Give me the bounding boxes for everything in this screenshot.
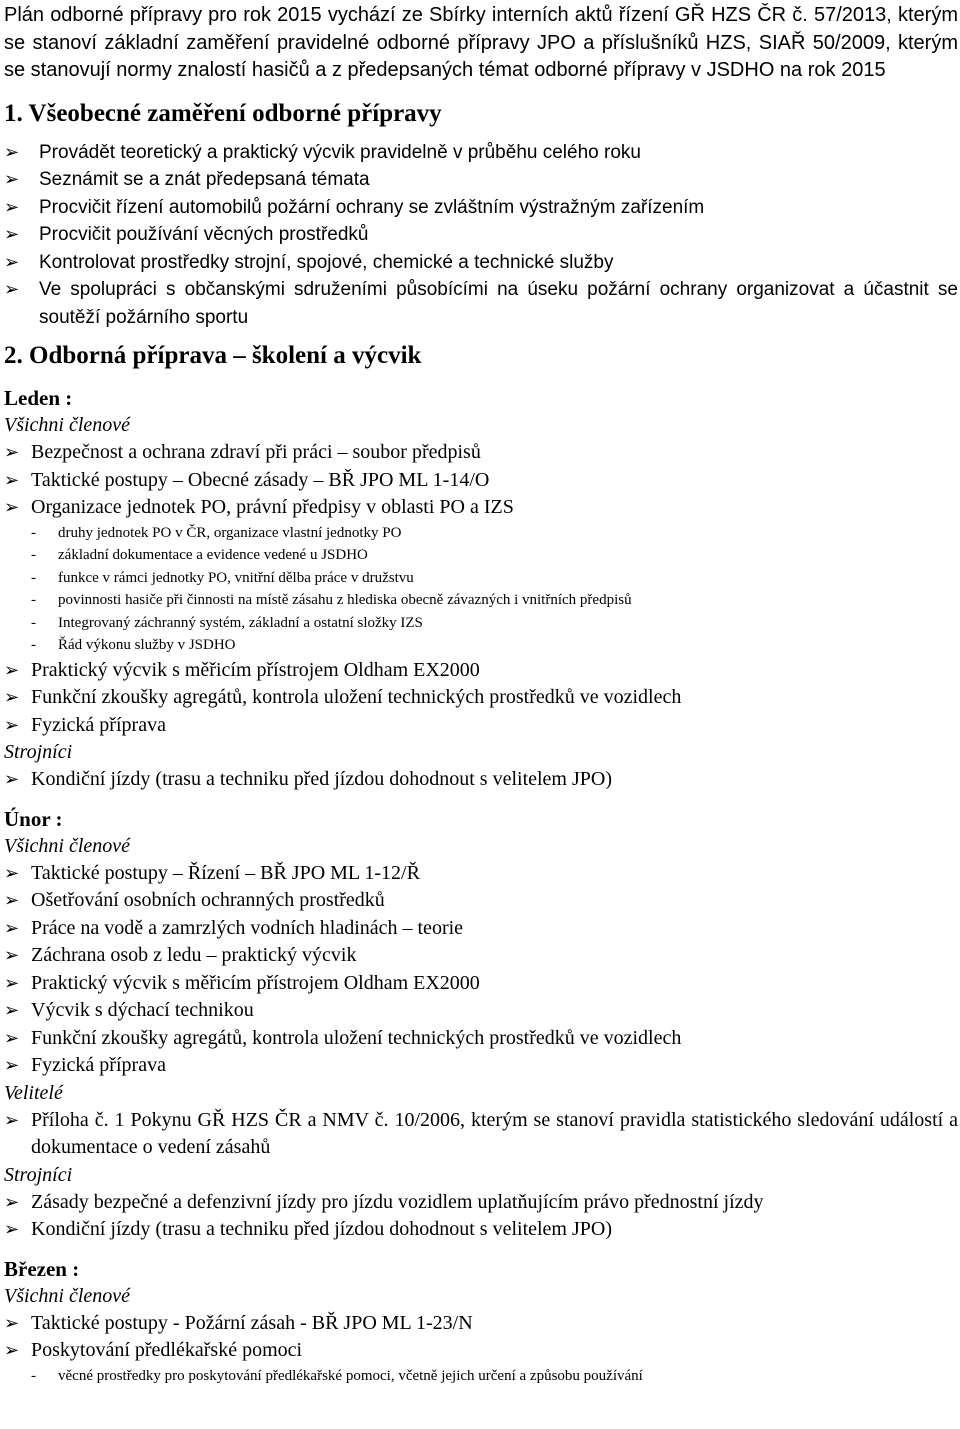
month-heading-march: Březen : [4, 1256, 80, 1281]
list-item: ➢ Praktický výcvik s měřicím přístrojem Oldham EX2000 [4, 657, 958, 685]
january-drivers-list [4, 766, 958, 794]
february-drivers-list [4, 1189, 958, 1244]
document-page [4, 2, 958, 1387]
dash-bullet: - [31, 524, 36, 541]
dash-bullet: - [31, 592, 36, 608]
sublist-item: - povinnosti hasiče při činnosti na místě zásahu z hlediska obecně závazných i vnitřních předpisů [4, 589, 958, 612]
dash-bullet: - [31, 569, 36, 586]
arrow-bullet-icon: ➢ [4, 945, 20, 966]
arrow-bullet-icon: ➢ [4, 279, 20, 300]
list-item: ➢ Fyzická příprava [4, 1052, 958, 1080]
group-label-all-members: Všichni členové [4, 834, 131, 857]
march-all-members-list [4, 1310, 958, 1365]
group-label-all-members: Všichni členové [4, 414, 131, 436]
list-item: ➢ Funkční zkoušky agregátů, kontrola uložení technických prostředků ve vozidlech [4, 1025, 958, 1053]
list-item: ➢ Organizace jednotek PO, právní předpisy v oblasti PO a IZS [4, 494, 958, 522]
dash-bullet: - [31, 614, 36, 631]
list-item: ➢ Fyzická příprava [4, 712, 958, 740]
intro-paragraph: Plán odborné přípravy pro rok 2015 vychází ze Sbírky interních aktů řízení GŘ HZS ČR č. 57/2013, kterým se stanoví základní zaměření pravidelné odborné přípravy JPO a příslušníků HZS, SIAŘ 50/2009, kterým se stanovují normy znalostí hasičů a z předepsaných témat odborné přípravy v JSDHO na rok 2015 [4, 4, 958, 81]
general-focus-list [4, 139, 958, 332]
arrow-bullet-icon: ➢ [4, 1340, 20, 1361]
group-label-all-members: Všichni členové [4, 1284, 131, 1307]
dash-bullet: - [31, 637, 36, 653]
arrow-bullet-icon: ➢ [4, 251, 20, 273]
march-first-aid-sublist [4, 1365, 958, 1388]
list-item: ➢ Poskytování předlékařské pomoci [4, 1337, 958, 1365]
february-all-members-list [4, 860, 958, 1080]
sublist-item: - Integrovaný záchranný systém, základní a ostatní složky IZS [4, 612, 958, 635]
arrow-bullet-icon: ➢ [4, 714, 20, 736]
arrow-bullet-icon: ➢ [4, 442, 20, 463]
sublist-item: - druhy jednotek PO v ČR, organizace vlastní jednotky PO [4, 522, 958, 545]
list-item: ➢ Bezpečnost a ochrana zdraví při práci – soubor předpisů [4, 439, 958, 467]
arrow-bullet-icon: ➢ [4, 224, 20, 245]
dash-bullet: - [31, 547, 36, 563]
arrow-bullet-icon: ➢ [4, 1191, 20, 1213]
january-all-members-list [4, 439, 958, 522]
list-item: ➢ Záchrana osob z ledu – praktický výcvik [4, 942, 958, 970]
group-label-commanders: Velitelé [4, 1081, 63, 1104]
arrow-bullet-icon: ➢ [4, 1055, 20, 1076]
list-item: ➢ Seznámit se a znát předepsaná témata [4, 166, 958, 194]
sublist-item: - základní dokumentace a evidence vedené u JSDHO [4, 544, 958, 567]
list-item: ➢ Práce na vodě a zamrzlých vodních hladinách – teorie [4, 915, 958, 943]
arrow-bullet-icon: ➢ [4, 769, 20, 790]
january-organization-sublist [4, 522, 958, 657]
month-heading-january: Leden : [4, 386, 73, 410]
arrow-bullet-icon: ➢ [4, 917, 20, 939]
sublist-item: - funkce v rámci jednotky PO, vnitřní dělba práce v družstvu [4, 567, 958, 590]
arrow-bullet-icon: ➢ [4, 1312, 20, 1334]
list-item: ➢ Kondiční jízdy (trasu a techniku před jízdou dohodnout s velitelem JPO) [4, 766, 958, 794]
group-label-drivers: Strojníci [4, 741, 73, 763]
arrow-bullet-icon: ➢ [4, 469, 20, 491]
dash-bullet: - [31, 1367, 36, 1384]
sublist-item: - věcné prostředky pro poskytování předlékařské pomoci, včetně jejich určení a způsobu používání [4, 1365, 958, 1388]
arrow-bullet-icon: ➢ [4, 890, 20, 911]
group-label-drivers: Strojníci [4, 1163, 73, 1186]
list-item: ➢ Praktický výcvik s měřicím přístrojem Oldham EX2000 [4, 970, 958, 998]
arrow-bullet-icon: ➢ [4, 972, 20, 994]
list-item: ➢ Ošetřování osobních ochranných prostředků [4, 887, 958, 915]
list-item: ➢ Funkční zkoušky agregátů, kontrola uložení technických prostředků ve vozidlech [4, 684, 958, 712]
list-item: ➢ Výcvik s dýchací technikou [4, 997, 958, 1025]
arrow-bullet-icon: ➢ [4, 862, 20, 884]
list-item: ➢ Kontrolovat prostředky strojní, spojové, chemické a technické služby [4, 249, 958, 277]
february-commanders-list [4, 1107, 958, 1162]
arrow-bullet-icon: ➢ [4, 1219, 20, 1240]
list-item: ➢ Příloha č. 1 Pokynu GŘ HZS ČR a NMV č. 10/2006, kterým se stanoví pravidla statistického sledování událostí a dokumentace o vedení zásahů [4, 1108, 958, 1158]
sublist-item: - Řád výkonu služby v JSDHO [4, 634, 958, 657]
list-item: ➢ Procvičit používání věcných prostředků [4, 221, 958, 249]
list-item: ➢ Procvičit řízení automobilů požární ochrany se zvláštním výstražným zařízením [4, 194, 958, 222]
arrow-bullet-icon: ➢ [4, 1109, 20, 1131]
arrow-bullet-icon: ➢ [4, 1027, 20, 1049]
list-item: ➢ Kondiční jízdy (trasu a techniku před jízdou dohodnout s velitelem JPO) [4, 1216, 958, 1244]
january-all-members-list-continued [4, 657, 958, 740]
arrow-bullet-icon: ➢ [4, 687, 20, 708]
section-heading-training: 2. Odborná příprava – školení a výcvik [4, 342, 422, 369]
arrow-bullet-icon: ➢ [4, 141, 20, 163]
list-item: ➢ Taktické postupy - Požární zásah - BŘ JPO ML 1-23/N [4, 1310, 958, 1338]
arrow-bullet-icon: ➢ [4, 1000, 20, 1021]
section-heading-general: 1. Všeobecné zaměření odborné přípravy [4, 99, 442, 127]
arrow-bullet-icon: ➢ [4, 196, 20, 218]
arrow-bullet-icon: ➢ [4, 169, 20, 190]
list-item: ➢ Ve spolupráci s občanskými sdruženími působícími na úseku požární ochrany organizovat a účastnit se soutěží požárního sportu [4, 276, 958, 331]
list-item: ➢ Zásady bezpečné a defenzivní jízdy pro jízdu vozidlem uplatňujícím právo přednostní jízdy [4, 1189, 958, 1217]
arrow-bullet-icon: ➢ [4, 659, 20, 681]
list-item: ➢ Taktické postupy – Obecné zásady – BŘ JPO ML 1-14/O [4, 467, 958, 495]
list-item: ➢ Taktické postupy – Řízení – BŘ JPO ML 1-12/Ř [4, 860, 958, 888]
month-heading-february: Únor : [4, 806, 63, 831]
arrow-bullet-icon: ➢ [4, 497, 20, 518]
list-item: ➢ Provádět teoretický a praktický výcvik pravidelně v průběhu celého roku [4, 139, 958, 167]
